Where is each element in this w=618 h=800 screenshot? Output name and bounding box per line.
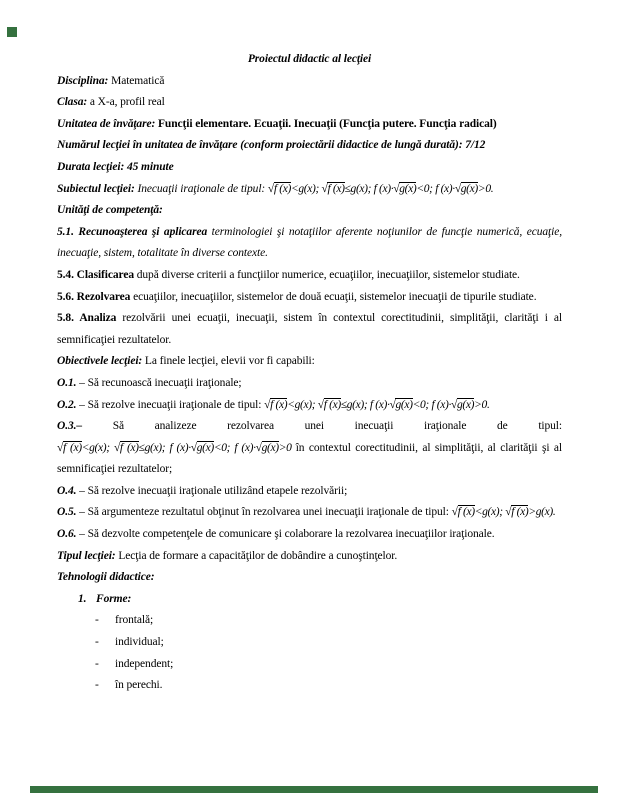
square-root-sign: √ (113, 441, 120, 454)
square-root-sign: √ (451, 398, 458, 411)
text-run: – Să dezvolte competenţele de comunicare şi colaborare la rezolvarea inecuaţiilor iraţionale. (76, 528, 495, 541)
text-run: – Să rezolve inecuaţii iraţionale de tipul: (76, 398, 265, 411)
list-item-in-perechi (57, 675, 562, 697)
radicand: f (x) (511, 506, 529, 519)
radicand: g(x) (261, 441, 279, 454)
math-formula (322, 182, 374, 195)
text-run: <g(x); (290, 182, 322, 195)
text-run: ≤g(x); (138, 441, 170, 454)
text-run: 5.6. Rezolvarea (57, 290, 131, 303)
text-run: – Să argumenteze rezultatul obţinut în rezolvarea unei inecuaţii iraţionale de tipul: (76, 506, 452, 519)
text-run: individual; (115, 636, 164, 649)
objective-o6 (57, 524, 562, 546)
heading-tehnologii-didactice (57, 567, 562, 589)
objective-o4 (57, 481, 562, 503)
text-run: Funcţii elementare. Ecuaţii. Inecuaţii (Funcţia putere. Funcţia radical) (157, 117, 497, 130)
text-run: f (x)· (169, 441, 191, 454)
document-body (57, 49, 562, 697)
square-root-sign: √ (451, 506, 458, 519)
math-formula (264, 398, 318, 411)
square-root-sign: √ (57, 441, 63, 454)
list-forme-header (57, 589, 562, 611)
radicand: f (x) (327, 182, 345, 195)
radical-expression (318, 398, 341, 411)
radical-expression (191, 441, 214, 454)
heading-unitati-de-competenta (57, 200, 562, 222)
text-run: Clasa: (57, 96, 90, 109)
text-run: în perechi. (115, 679, 163, 692)
bottom-green-bar (30, 786, 598, 793)
text-run: după diverse criterii a funcţiilor numerice, ecuaţiilor, inecuaţiilor, sistemelor studiate. (133, 268, 520, 281)
text-run: <g(x); (287, 398, 318, 411)
text-run: 5.1. Recunoaşterea şi aplicarea (57, 225, 208, 238)
text-run: O.3.– (57, 420, 83, 433)
square-root-sign: √ (393, 182, 400, 195)
text-run: ≤g(x); (340, 398, 370, 411)
radicand: f (x) (270, 398, 288, 411)
radical-expression (452, 505, 475, 518)
text-run: f (x)· (234, 441, 256, 454)
text-run: 5.4. Clasificarea (57, 268, 134, 281)
text-run: >0. (477, 182, 494, 195)
text-run: Forme: (96, 592, 132, 605)
text-run: O.5. (57, 506, 77, 519)
math-formula (318, 398, 370, 411)
text-run: Lecţia de formare a capacităţilor de dobândire a cunoştinţelor. (115, 549, 398, 562)
math-formula (169, 441, 234, 454)
text-run: ≤g(x); (344, 182, 374, 195)
field-durata-lectiei (57, 157, 562, 179)
text-run: <0; (213, 441, 235, 454)
text-run: – Să rezolve inecuaţii iraţionale utilizând etapele rezolvării; (76, 484, 348, 497)
text-run: Subiectul lecţiei: (57, 182, 138, 195)
text-run: ecuaţiilor, inecuaţiilor, sistemelor de două ecuaţii, sistemelor inecuaţii de tipurile studiate. (130, 290, 537, 303)
text-run: f (x)· (431, 398, 452, 411)
text-run: Unitatea de învăţare: (57, 117, 158, 130)
radical-expression (451, 398, 474, 411)
radicand: g(x) (460, 182, 478, 195)
doc-title (57, 49, 562, 71)
text-run: f (x)· (369, 398, 390, 411)
text-run: Tehnologii didactice: (57, 571, 155, 584)
math-formula (370, 398, 432, 411)
square-root-sign: √ (454, 182, 461, 195)
radicand: f (x) (62, 441, 82, 454)
text-run: <g(x); (474, 506, 506, 519)
field-subiectul-lectiei (57, 179, 562, 201)
list-item-individual (57, 632, 562, 654)
square-root-sign: √ (505, 506, 512, 519)
square-root-sign: √ (321, 182, 328, 195)
text-run: Numărul lecţiei în unitatea de învăţare (conform proiectării didactice de lungă durată): 7/12 (57, 139, 486, 152)
radicand: g(x) (399, 182, 417, 195)
text-run: f (x)· (373, 182, 394, 195)
radicand: f (x) (119, 441, 139, 454)
text-run: independent; (115, 657, 174, 670)
text-run: O.1. (57, 376, 77, 389)
competence-5-6 (57, 287, 562, 309)
text-run: Disciplina: (57, 74, 112, 87)
radical-expression (455, 182, 478, 195)
competence-5-1 (57, 222, 562, 265)
radicand: g(x) (395, 398, 413, 411)
field-tipul-lectiei (57, 546, 562, 568)
radical-expression (268, 182, 291, 195)
radical-expression (264, 398, 287, 411)
text-run: terminologiei şi notaţiilor aferente noţiunilor de funcţie numerică, ecuaţie, inecuaţie, sistem, totalitate în diverse contexte. (57, 225, 562, 260)
competence-5-8 (57, 308, 562, 351)
text-run: Inecuaţii iraţionale de tipul: (137, 182, 268, 195)
radicand: f (x) (457, 506, 475, 519)
objective-o2 (57, 395, 562, 417)
text-run: - (95, 657, 99, 670)
text-run: >0 (278, 441, 296, 454)
text-run: Durata lecţiei: 45 minute (57, 160, 174, 173)
text-run: O.4. (57, 484, 77, 497)
text-run: O.2. (57, 398, 77, 411)
text-run: Unităţi de competenţă: (57, 204, 163, 217)
square-root-sign: √ (267, 182, 274, 195)
text-run: <g(x); (81, 441, 114, 454)
text-run: La finele lecţiei, elevii vor fi capabili: (142, 355, 315, 368)
text-run: - (95, 636, 99, 649)
math-formula (234, 441, 295, 454)
math-formula (268, 182, 322, 195)
list-item-frontala (57, 610, 562, 632)
text-run: Matematică (111, 74, 165, 87)
text-run: 1. (78, 592, 87, 605)
text-run: Obiectivele lecţiei: (57, 355, 143, 368)
text-run: >0. (474, 398, 490, 411)
radicand: g(x) (457, 398, 475, 411)
square-root-sign: √ (264, 398, 271, 411)
text-run: - (95, 614, 99, 627)
math-formula (57, 441, 114, 454)
objective-o1 (57, 373, 562, 395)
math-formula (374, 182, 436, 195)
text-run: – Să recunoască inecuaţii iraţionale; (76, 376, 242, 389)
text-run: >g(x). (528, 506, 556, 519)
radical-expression (114, 441, 139, 454)
objective-o5 (57, 502, 562, 524)
text-run: a X-a, profil real (89, 96, 165, 109)
competence-5-4 (57, 265, 562, 287)
square-root-sign: √ (389, 398, 396, 411)
radicand: g(x) (196, 441, 214, 454)
objective-o3 (57, 416, 562, 481)
field-unitatea-de-invatare (57, 114, 562, 136)
radicand: f (x) (323, 398, 341, 411)
radical-expression (505, 505, 528, 518)
text-run: Tipul lecţiei: (57, 549, 116, 562)
list-item-independent (57, 654, 562, 676)
text-run: frontală; (115, 614, 154, 627)
radical-expression (57, 441, 82, 454)
math-formula (435, 182, 493, 195)
radical-expression (390, 398, 413, 411)
radical-expression (256, 441, 279, 454)
text-run: <0; (416, 182, 436, 195)
text-run: Să analizeze rezolvarea unei inecuaţii iraţionale de tipul: (82, 420, 562, 433)
math-formula (431, 398, 489, 411)
radicand: f (x) (273, 182, 291, 195)
radical-expression (322, 182, 345, 195)
radical-expression (393, 182, 416, 195)
text-run: 5.8. Analiza (57, 312, 117, 325)
math-formula (505, 505, 555, 518)
square-root-sign: √ (317, 398, 324, 411)
text-run: O.6. (57, 528, 77, 541)
heading-obiectivele-lectiei (57, 351, 562, 373)
math-formula (452, 505, 506, 518)
corner-green-square (7, 27, 17, 37)
text-run: f (x)· (435, 182, 455, 195)
text-run: Proiectul didactic al lecţiei (247, 53, 372, 65)
field-numarul-lectiei (57, 135, 562, 157)
field-disciplina (57, 71, 562, 93)
square-root-sign: √ (255, 441, 262, 454)
text-run: - (95, 679, 99, 692)
text-run: rezolvării unei ecuaţii, inecuaţii, sistem în contextul corectitudinii, simplităţii, clarităţi i al semnificaţiei rezultatelor. (57, 312, 562, 346)
text-run: <0; (412, 398, 432, 411)
square-root-sign: √ (190, 441, 197, 454)
text-run: în contextul corectitudinii, al simplităţii, al clarităţii şi al semnificaţiei rezultatelor; (57, 441, 562, 476)
math-formula (114, 441, 170, 454)
field-clasa (57, 92, 562, 114)
